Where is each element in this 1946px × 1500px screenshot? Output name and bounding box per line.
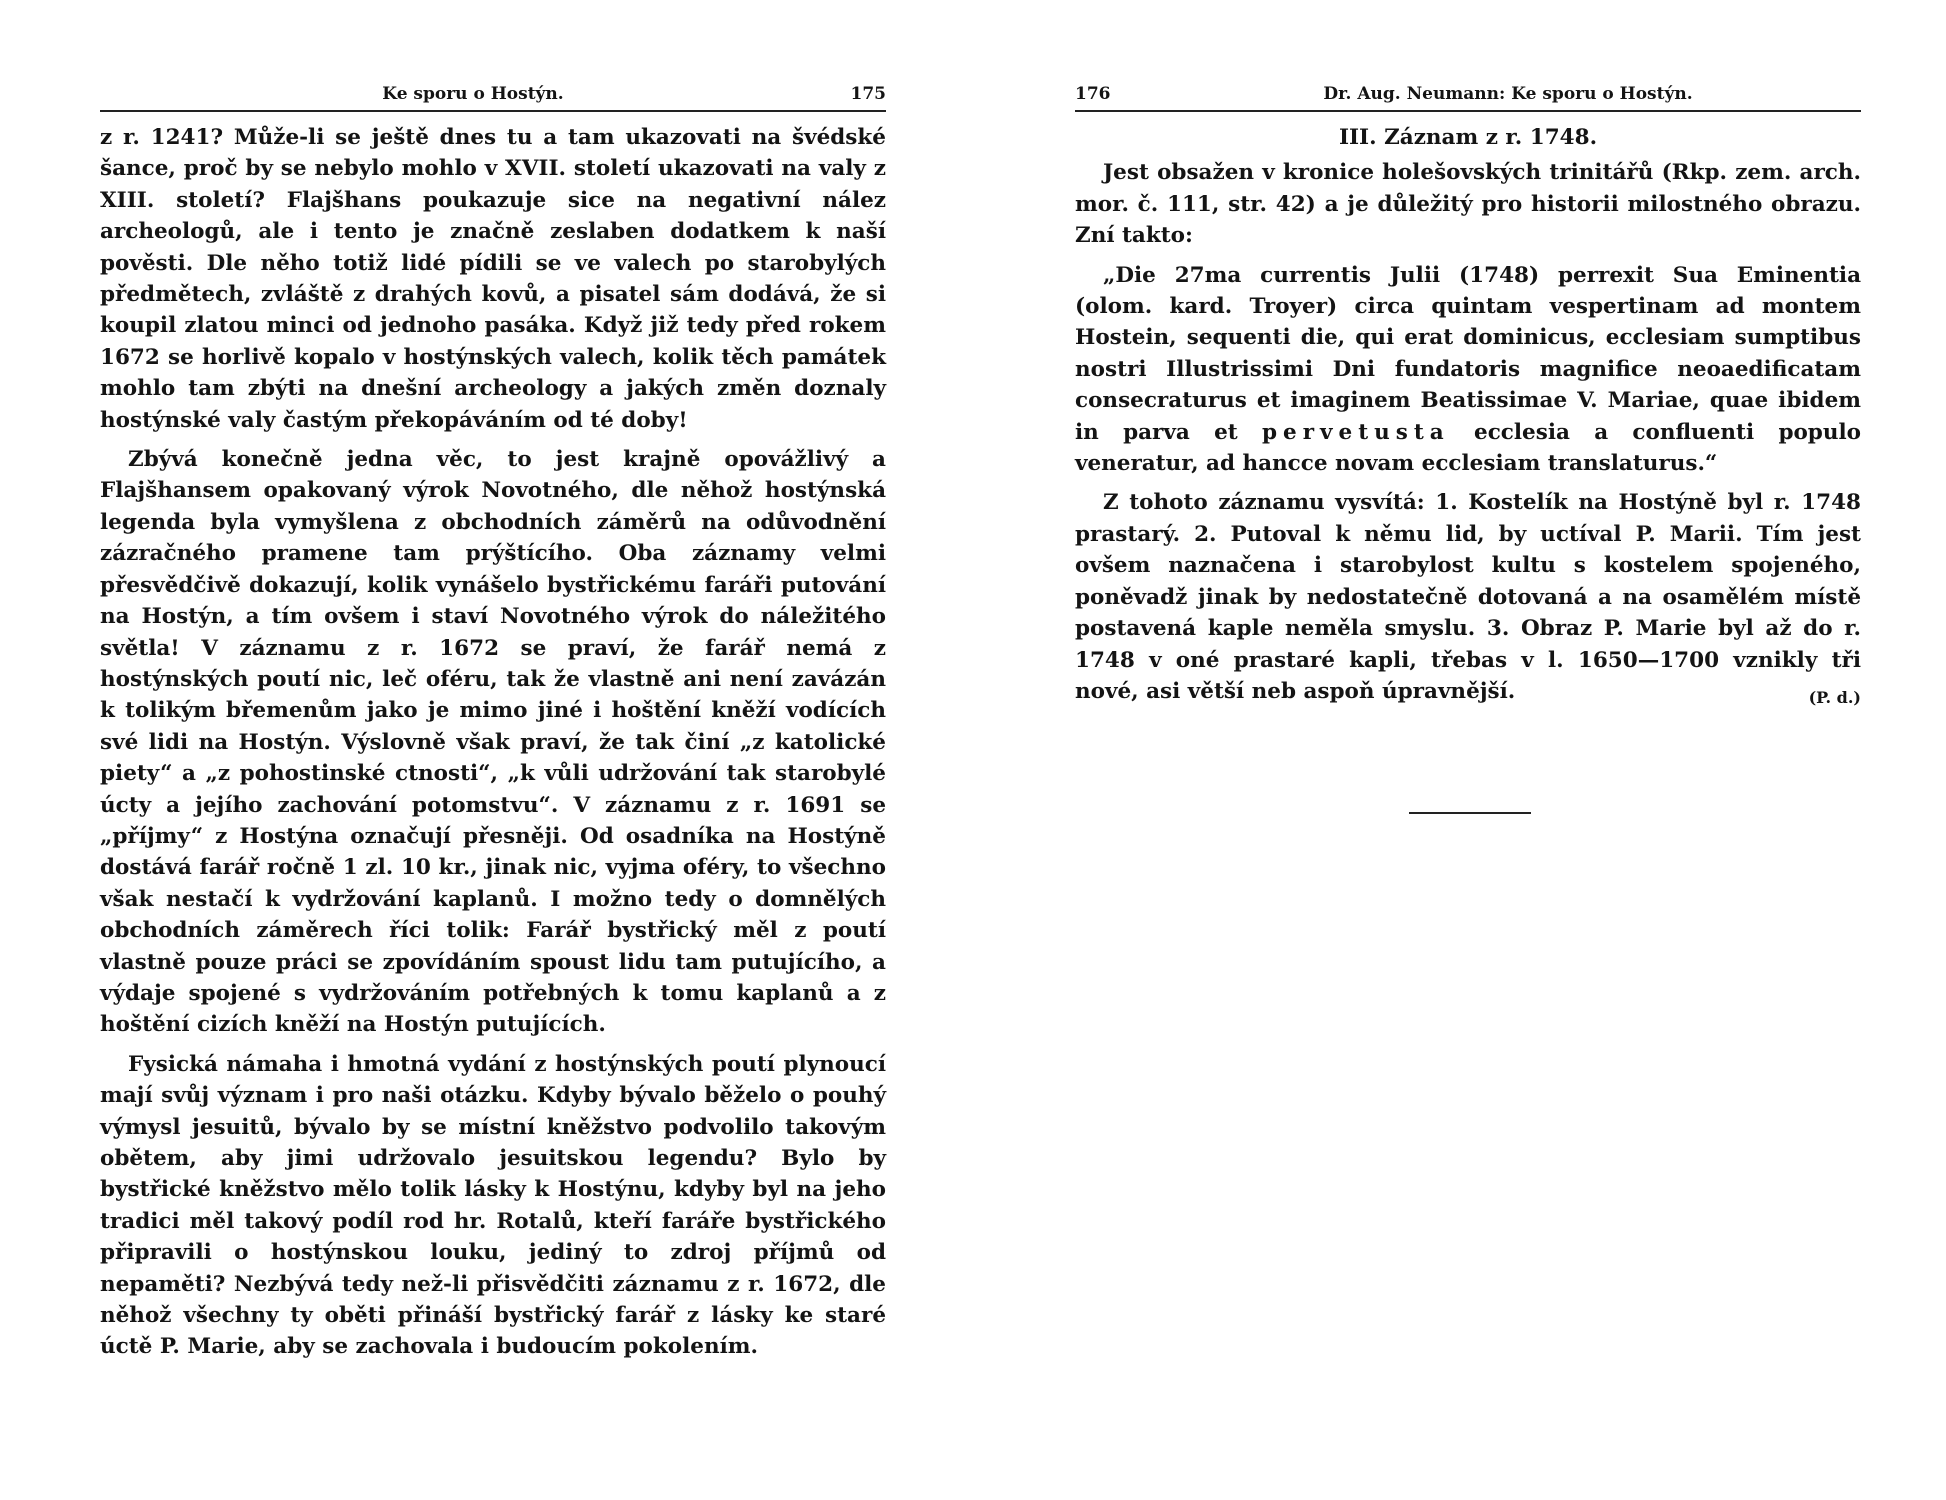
left-page-number: 175 [850,84,886,104]
left-body-text [100,122,886,1371]
section-heading: III. Záznam z r. 1748. [1338,125,1598,150]
signature-continued: (P. d.) [1808,687,1861,707]
right-body-text [1075,122,1861,715]
latin-quote-spaced-word: pervetusta [1261,419,1450,445]
right-paragraph-1: Jest obsažen v kronice holešovských trinitářů (Rkp. zem. arch. mor. č. 111, str. 42) a je důležitý pro historii milostného obrazu. Zní takto: [1075,160,1861,249]
left-paragraph-1: z r. 1241? Může-li se ještě dnes tu a tam ukazovati na švédské šance, proč by se nebylo mohlo v XVII. století ukazovati na valy z XIII. století? Flajšhans poukazuje sice na negativní nález archeologů, ale i tento je značně zeslaben dodatkem k naší pověsti. Dle něho totiž lidé pídili se ve valech po starobylých předmětech, zvláště z drahých kovů, a pisatel sám dodává, že si koupil zlatou minci od jednoho pasáka. Když již tedy před rokem 1672 se horlivě kopalo v hostýnských valech, kolik těch památek mohlo tam zbýti na dnešní archeology a jakých změn doznaly hostýnské valy častým překopáváním od té doby! [100,125,886,433]
left-header-title: Ke sporu o Hostýn. [382,84,564,104]
latin-quote-part-2: ecclesia a confluenti populo veneratur, ad hancce novam ecclesiam translaturus.“ [1075,419,1861,477]
right-page [1075,0,1861,1500]
left-paragraph-2: Zbývá konečně jedna věc, to jest krajně opovážlivý a Flajšhansem opakovaný výrok Novotného, dle něhož hostýnská legenda byla vymyšlena z obchodních záměrů na odůvodnění zázračného pramene tam prýštícího. Oba záznamy velmi přesvědčivě dokazují, kolik vynášelo bystřickému faráři putování na Hostýn, a tím ovšem i staví Novotného výrok do náležitého světla! V záznamu z r. 1672 se praví, že farář nemá z hostýnských poutí nic, leč oféru, tak že vlastně ani není zavázán k tolikým břemenům jako je mimo jiné i hoštění kněží vodících své lidi na Hostýn. Výslovně však praví, že tak činí „z katolické piety“ a „z pohostinské ctnosti“, „k vůli udržování tak starobylé úcty a jejího zachování potomstvu“. V záznamu z r. 1691 se „příjmy“ z Hostýna označují přesněji. Od osadníka na Hostýně dostává farář ročně 1 zl. 10 kr., jinak nic, vyjma oféry, to všechno však nestačí k vydržování kaplanů. I možno tedy o domnělých obchodních záměrech říci tolik: Farář bystřický měl z poutí vlastně pouze práci se zpovídáním spoust lidu tam putujícího, a výdaje spojené s vydržováním potřebných k tomu kaplanů a z hoštění cizích kněží na Hostýn putujících. [100,447,886,1038]
right-paragraph-3-text: Z tohoto záznamu vysvítá: 1. Kostelík na Hostýně byl r. 1748 prastarý. 2. Putoval k němu lid, by uctíval P. Marii. Tím jest ovšem naznačena i starobylost kultu s kostelem spojeného, poněvadž jinak by nedostatečně dotovaná a na osamělém místě postavená kaple neměla smyslu. 3. Obraz P. Marie byl až do r. 1748 v oné prastaré kapli, třebas v l. 1650—1700 vznikly tři nové, asi větší neb aspoň úpravnější. [1075,490,1861,704]
right-running-head [1075,82,1861,112]
right-header-title: Dr. Aug. Neumann: Ke sporu o Hostýn. [1323,84,1693,104]
left-running-head [100,82,886,112]
end-rule [1409,812,1531,814]
left-paragraph-3: Fysická námaha i hmotná vydání z hostýnských poutí plynoucí mají svůj význam i pro naši otázku. Kdyby bývalo běželo o pouhý výmysl jesuitů, bývalo by se místní kněžstvo podvolilo takovým obětem, aby jimi udržovalo jesuitskou legendu? Bylo by bystřické kněžstvo mělo tolik lásky k Hostýnu, kdyby byl na jeho tradici měl takový podíl rod hr. Rotalů, kteří faráře bystřického připravili o hostýnskou louku, jediný to zdroj příjmů od nepaměti? Nezbývá tedy než-li přisvědčiti záznamu z r. 1672, dle něhož všechny ty oběti přináší bystřický farář z lásky ke staré úctě P. Marie, aby se zachovala i budoucím pokolením. [100,1051,886,1360]
right-page-number: 176 [1075,84,1111,104]
right-paragraph-3 [1075,487,1861,707]
latin-quote [1075,260,1861,480]
left-page [100,0,886,1500]
latin-quote-part-1: „Die 27ma currentis Julii (1748) perrexit Sua Eminentia (olom. kard. Troyer) circa quintam vespertinam ad montem Hostein, sequenti die, qui erat dominicus, ecclesiam sumptibus nostri Illustrissimi Dni fundatoris magnifice neoaedificatam consecraturus et imaginem Beatissimae V. Mariae, quae ibidem in parva et [1075,262,1861,445]
